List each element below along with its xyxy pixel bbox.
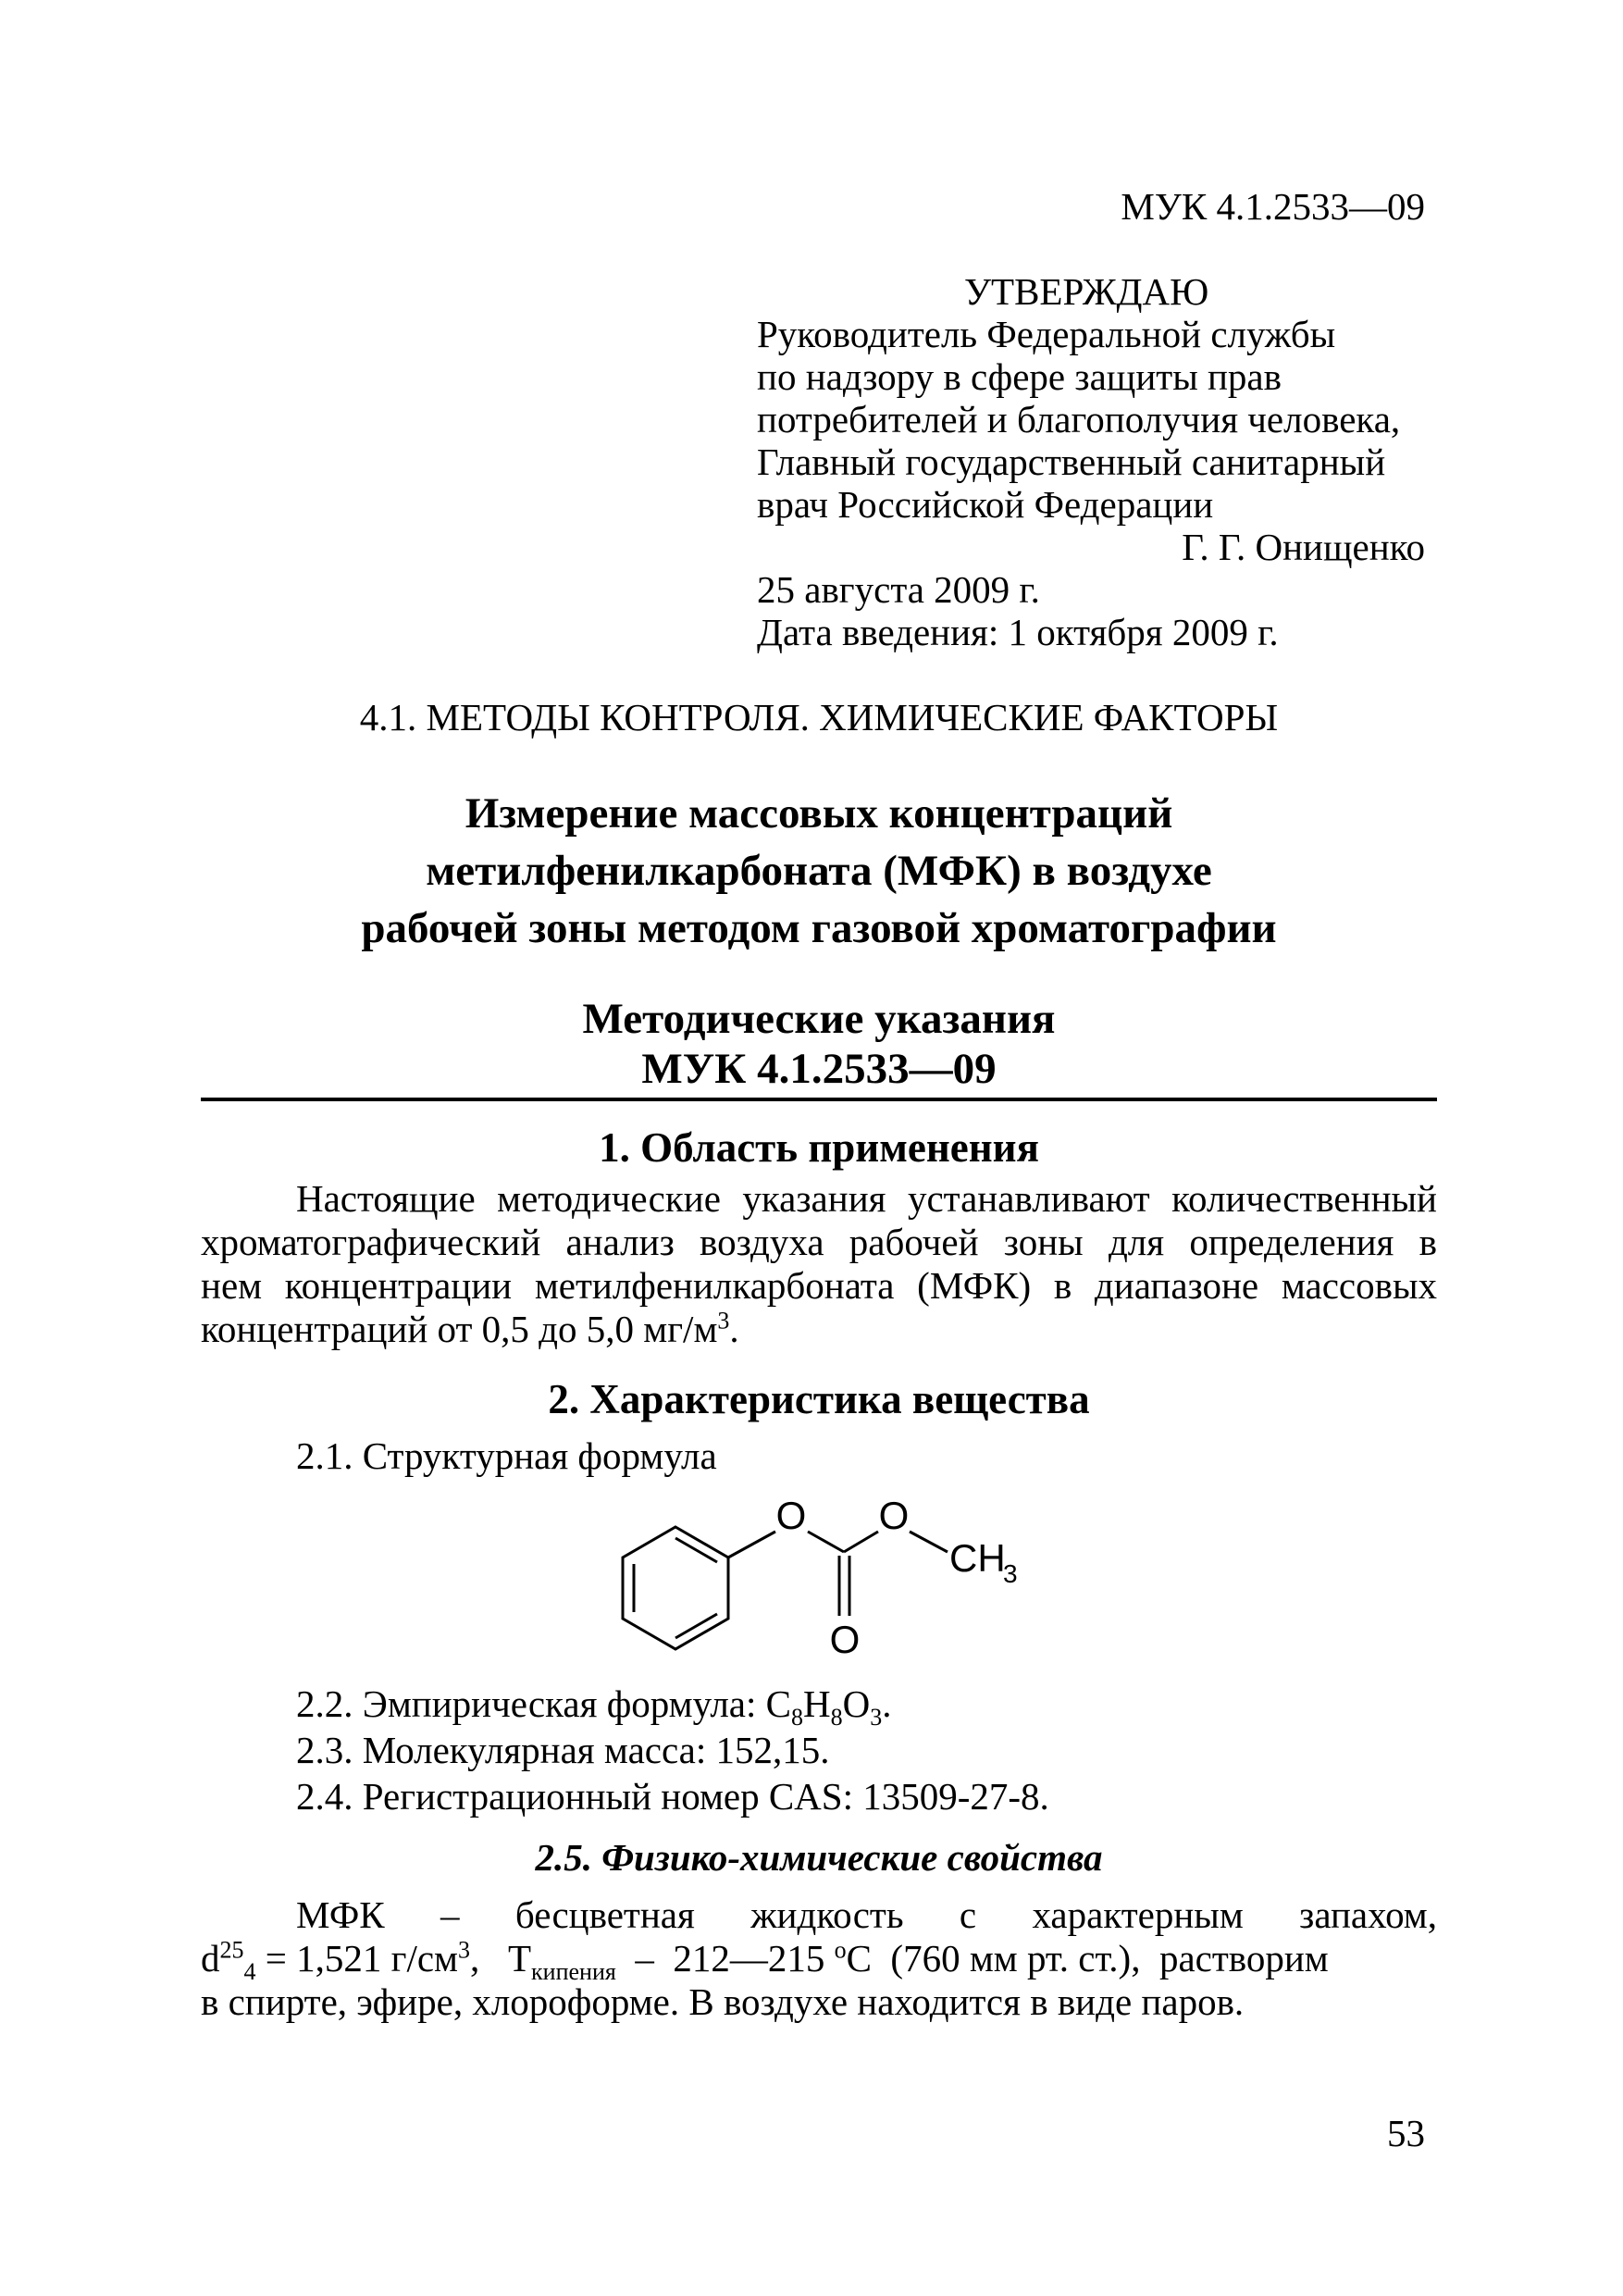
title-rule xyxy=(201,1098,1437,1101)
subscript: 8 xyxy=(790,1704,803,1731)
superscript: o xyxy=(834,1936,847,1964)
properties-paragraph xyxy=(201,1893,1437,2024)
line-text: d xyxy=(201,1937,220,1980)
structural-formula-label: 2.1. Структурная формула xyxy=(296,1434,717,1477)
carbonate-chain xyxy=(728,1532,948,1616)
approval-line: по надзору в сфере защиты прав xyxy=(757,355,1282,398)
oxygen-atom: O xyxy=(878,1494,910,1537)
methyl-subscript: 3 xyxy=(1003,1559,1018,1588)
superscript: 3 xyxy=(717,1307,730,1334)
line-text: = 1,521 г/см xyxy=(255,1937,458,1980)
line-text: концентраций от 0,5 до 5,0 мг/м xyxy=(201,1308,718,1350)
section-heading-1: 1. Область применения xyxy=(599,1124,1039,1171)
oxygen-atom: O xyxy=(829,1618,861,1661)
empirical-formula xyxy=(296,1682,892,1731)
line-text: – 212—215 xyxy=(615,1937,835,1980)
line-end: . xyxy=(882,1682,892,1725)
molecular-mass: 2.3. Молекулярная масса: 152,15. xyxy=(296,1729,830,1771)
line-text: O xyxy=(842,1682,871,1725)
superscript: 25 xyxy=(219,1936,244,1964)
subscript: 3 xyxy=(870,1704,883,1731)
cas-number: 2.4. Регистрационный номер CAS: 13509-27-8. xyxy=(296,1775,1049,1818)
line-text: H xyxy=(802,1682,831,1725)
subscript: кипения xyxy=(531,1958,616,1986)
paragraph-line: нем концентрации метилфенилкарбоната (МФК) в диапазоне массовых xyxy=(201,1264,1437,1307)
page-number: 53 xyxy=(1387,2112,1425,2154)
oxygen-atom: O xyxy=(775,1494,807,1537)
paragraph-line xyxy=(201,1308,1437,1351)
document-code-header: МУК 4.1.2533—09 xyxy=(1121,185,1425,228)
line-end: . xyxy=(729,1308,739,1350)
structural-formula-diagram xyxy=(611,1479,1129,1664)
approval-title: УТВЕРЖДАЮ xyxy=(964,270,1209,313)
approval-date: 25 августа 2009 г. xyxy=(757,568,1040,611)
line-text: С (760 мм рт. ст.), растворим xyxy=(846,1937,1329,1980)
subsection-heading-2-5: 2.5. Физико-химические свойства xyxy=(535,1836,1103,1879)
introduction-date: Дата введения: 1 октября 2009 г. xyxy=(757,611,1279,653)
approval-line: Руководитель Федеральной службы xyxy=(757,313,1336,355)
superscript: 3 xyxy=(457,1936,470,1964)
line-text: , Т xyxy=(469,1937,532,1980)
section1-paragraph xyxy=(201,1177,1437,1351)
document-title-line: рабочей зоны методом газовой хроматографии xyxy=(361,904,1277,952)
paragraph-line: в спирте, эфире, хлороформе. В воздухе находится в виде паров. xyxy=(201,1980,1245,2023)
paragraph-line: МФК – бесцветная жидкость с характерным запахом, xyxy=(296,1893,1437,1936)
paragraph-line: Настоящие методические указания устанавливают количественный xyxy=(296,1177,1437,1220)
approval-signatory: Г. Г. Онищенко xyxy=(1182,526,1425,568)
approval-line: врач Российской Федерации xyxy=(757,483,1214,526)
section-category: 4.1. МЕТОДЫ КОНТРОЛЯ. ХИМИЧЕСКИЕ ФАКТОРЫ xyxy=(359,696,1279,738)
subscript: 8 xyxy=(830,1704,843,1731)
approval-line: потребителей и благополучия человека, xyxy=(757,398,1401,441)
document-subtitle-code: МУК 4.1.2533—09 xyxy=(641,1045,997,1093)
section-heading-2: 2. Характеристика вещества xyxy=(548,1376,1090,1422)
benzene-ring xyxy=(623,1527,728,1649)
document-title-line: метилфенилкарбоната (МФК) в воздухе xyxy=(426,847,1212,895)
paragraph-line: хроматографический анализ воздуха рабочей зоны для определения в xyxy=(201,1221,1437,1263)
document-subtitle: Методические указания xyxy=(582,995,1056,1043)
approval-line: Главный государственный санитарный xyxy=(757,441,1386,483)
document-title-line: Измерение массовых концентраций xyxy=(465,789,1173,838)
paragraph-line xyxy=(201,1936,1437,1986)
subscript: 4 xyxy=(243,1958,256,1986)
line-text: 2.2. Эмпирическая формула: C xyxy=(296,1682,791,1725)
methyl-group: CH xyxy=(949,1536,1006,1580)
